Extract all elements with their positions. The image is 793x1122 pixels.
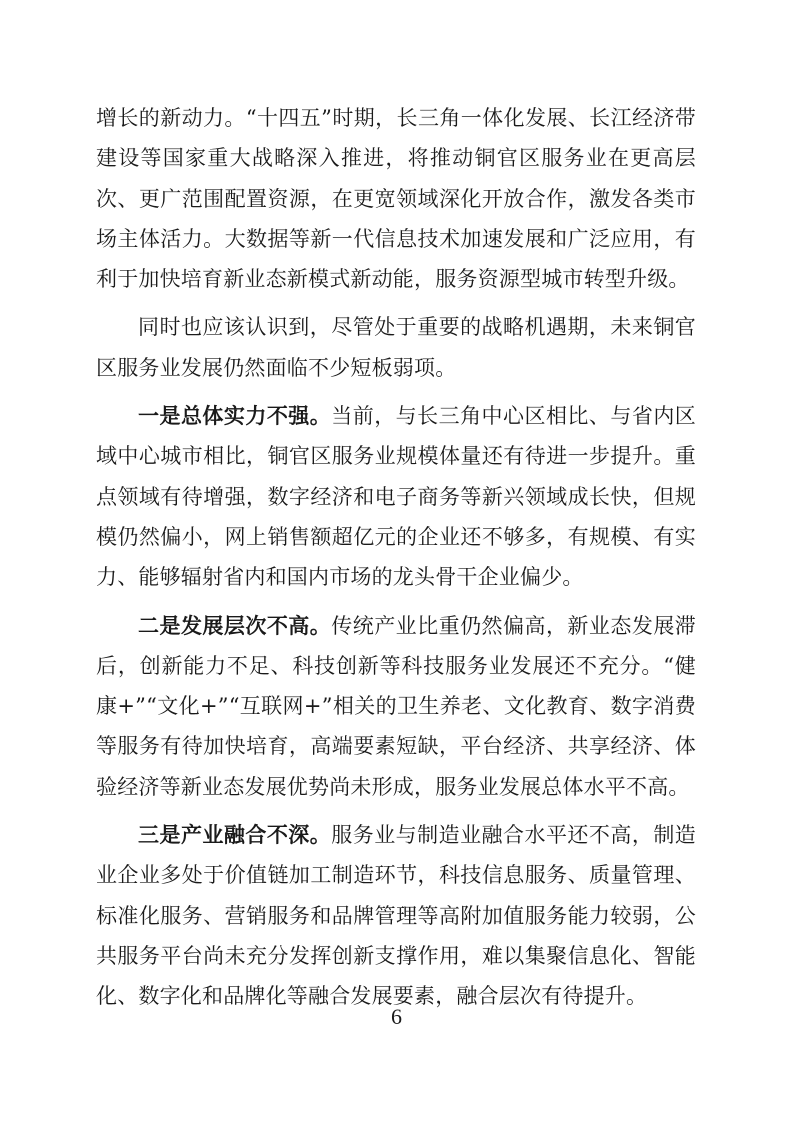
paragraph-transition	[96, 307, 696, 388]
paragraph-point-one	[96, 396, 696, 597]
paragraph-lead-heading: 一是总体实力不强。	[138, 403, 332, 429]
paragraph-gap	[96, 388, 696, 396]
paragraph-gap	[96, 598, 696, 606]
paragraph-text: 当前，与长三角中心区相比、与省内区域中心城市相比，铜官区服务业规模体量还有待进一步提升。重点领域有待增强，数字经济和电子商务等新兴领域成长快，但规模仍然偏小，网上销售额超亿元的企业还不够多，有规模、有实力、能够辐射省内和国内市场的龙头骨干企业偏少。	[96, 404, 696, 590]
paragraph-text: 增长的新动力。“十四五”时期，长三角一体化发展、长江经济带建设等国家重大战略深入推进，将推动铜官区服务业在更高层次、更广范围配置资源，在更宽领域深化开放合作，激发各类市场主体活力。大数据等新一代信息技术加速发展和广泛应用，有利于加快培育新业态新模式新动能，服务资源型城市转型升级。	[96, 106, 696, 292]
paragraph-gap	[96, 807, 696, 815]
paragraph-gap	[96, 299, 696, 307]
paragraph-text: 传统产业比重仍然偏高，新业态发展滞后，创新能力不足、科技创新等科技服务业发展还不充分。“健康+”“文化+”“互联网+”相关的卫生养老、文化教育、数字消费等服务有待加快培育，高端要素短缺，平台经济、共享经济、体验经济等新业态发展优势尚未形成，服务业发展总体水平不高。	[96, 613, 696, 799]
paragraph-text: 服务业与制造业融合水平还不高，制造业企业多处于价值链加工制造环节，科技信息服务、质量管理、标准化服务、营销服务和品牌管理等高附加值服务能力较弱，公共服务平台尚未充分发挥创新支撑作用，难以集聚信息化、智能化、数字化和品牌化等融合发展要素，融合层次有待提升。	[96, 823, 696, 1009]
paragraph-lead-heading: 二是发展层次不高。	[138, 612, 332, 638]
page-number: 6	[391, 1004, 402, 1029]
paragraph-continuation	[96, 98, 696, 299]
paragraph-point-three	[96, 815, 696, 1016]
paragraph-lead-heading: 三是产业融合不深。	[138, 822, 332, 848]
body-text	[96, 98, 696, 1017]
paragraph-text: 同时也应该认识到，尽管处于重要的战略机遇期，未来铜官区服务业发展仍然面临不少短板弱项。	[96, 315, 696, 380]
paragraph-point-two	[96, 606, 696, 807]
